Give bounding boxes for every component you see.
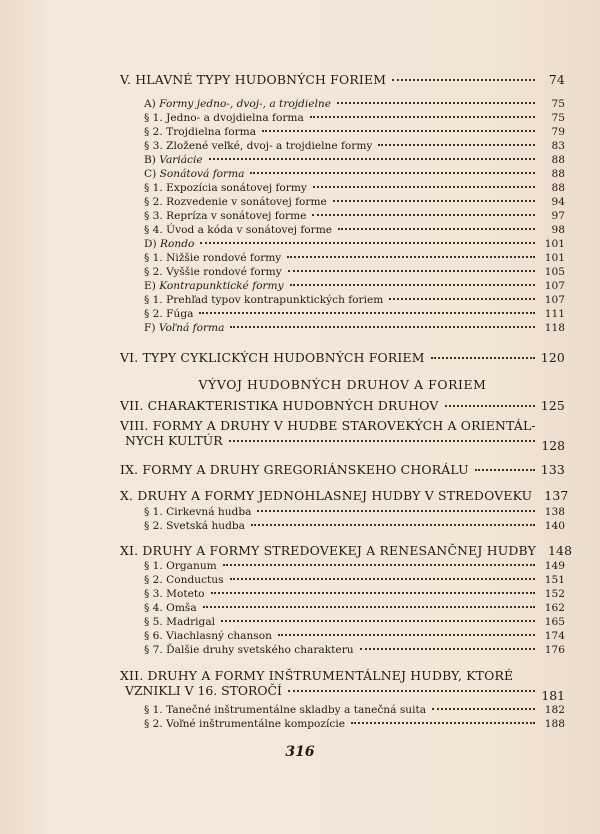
dot-leader <box>221 620 535 622</box>
toc-entry-number: C) <box>144 168 157 180</box>
toc-page-number: 107 <box>544 294 565 306</box>
section-heading <box>120 377 565 392</box>
toc-entry <box>144 238 565 250</box>
dot-leader <box>313 186 535 188</box>
toc-page-number: 107 <box>544 280 565 292</box>
toc-entry-number: D) <box>144 238 157 250</box>
toc-page-number: 128 <box>541 438 565 453</box>
dot-leader <box>278 634 535 636</box>
toc-entry-title: Expozícia sonátovej formy <box>166 182 307 194</box>
toc-entry <box>144 126 565 138</box>
toc-entry-chapter-xii <box>120 668 565 683</box>
toc-entry <box>144 506 565 518</box>
toc-entry-number: § 5. <box>144 616 163 628</box>
toc-page-number: 88 <box>551 154 565 166</box>
dot-leader <box>200 242 535 244</box>
toc-entry-title: VZNIKLI V 16. STOROČÍ <box>125 683 282 698</box>
dot-leader <box>475 469 535 471</box>
toc-entry-number: § 2. <box>144 126 163 138</box>
toc-entry-title: Rozvedenie v sonátovej forme <box>166 196 327 208</box>
toc-entry-number: § 3. <box>144 140 163 152</box>
toc-entry-chapter-x <box>120 488 569 503</box>
toc-entry <box>144 210 565 222</box>
dot-leader <box>360 648 535 650</box>
toc-page-number: 151 <box>544 574 565 586</box>
toc-entry <box>144 616 565 628</box>
toc-entry-number: § 7. <box>144 644 163 656</box>
toc-page-number: 176 <box>544 644 565 656</box>
toc-page-number: 74 <box>548 72 565 87</box>
toc-entry-number: § 1. <box>144 560 163 572</box>
dot-leader <box>290 284 535 286</box>
dot-leader <box>288 270 535 272</box>
dot-leader <box>287 256 535 258</box>
toc-page-number: 75 <box>551 98 565 110</box>
toc-page-number: 162 <box>544 602 565 614</box>
dot-leader <box>351 722 535 724</box>
toc-page-number: 101 <box>544 238 565 250</box>
toc-entry-number: F) <box>144 322 156 334</box>
toc-entry <box>144 98 565 110</box>
toc-entry-title: VI. TYPY CYKLICKÝCH HUDOBNÝCH FORIEM <box>120 350 425 365</box>
toc-entry <box>144 704 565 716</box>
toc-entry-title: Madrigal <box>166 616 216 628</box>
toc-entry-number: B) <box>144 154 156 166</box>
dot-leader <box>333 200 535 202</box>
toc-entry-title: V. HLAVNÉ TYPY HUDOBNÝCH FORIEM <box>120 72 387 87</box>
dot-leader <box>223 564 535 566</box>
dot-leader <box>338 228 535 230</box>
toc-entry <box>144 602 565 614</box>
toc-entry <box>144 112 565 124</box>
toc-entry-number: § 4. <box>144 224 163 236</box>
toc-entry-title: Ďalšie druhy svetského charakteru <box>166 644 354 656</box>
toc-page-number: 97 <box>551 210 565 222</box>
dot-leader <box>288 690 535 692</box>
toc-entry <box>144 630 565 642</box>
toc-entry-title: Trojdielna forma <box>166 126 257 138</box>
toc-entry-title: Jedno- a dvojdielna forma <box>166 112 304 124</box>
toc-entry-title: Nižšie rondové formy <box>166 252 282 264</box>
section-heading-text: VÝVOJ HUDOBNÝCH DRUHOV A FORIEM <box>198 377 487 392</box>
toc-entry-title: Formy jedno-, dvoj-, a trojdielne <box>159 98 331 110</box>
dot-leader <box>209 158 535 160</box>
toc-entry-number: § 1. <box>144 252 163 264</box>
toc-entry-chapter-viii <box>120 418 565 433</box>
dot-leader <box>389 298 535 300</box>
toc-entry-title: Rondo <box>160 238 195 250</box>
toc-entry-number: § 1. <box>144 294 163 306</box>
toc-entry <box>144 224 565 236</box>
toc-entry-chapter-vii <box>120 398 565 413</box>
dot-leader <box>392 79 535 81</box>
toc-entry-title: Fúga <box>166 308 194 320</box>
toc-page-number: 181 <box>541 688 565 703</box>
dot-leader <box>251 524 535 526</box>
toc-entry <box>144 322 565 334</box>
toc-entry <box>144 560 565 572</box>
toc-entry-title: XI. DRUHY A FORMY STREDOVEKEJ A RENESANČNEJ HUDBY <box>120 543 536 558</box>
toc-page-number: 118 <box>544 322 565 334</box>
toc-entry <box>144 718 565 730</box>
toc-entry-title: Moteto <box>166 588 205 600</box>
toc-entry-number: § 2. <box>144 308 163 320</box>
toc-page-number: 83 <box>551 140 565 152</box>
toc-entry-title: Prehľad typov kontrapunktických foriem <box>166 294 384 306</box>
toc-entry-title: IX. FORMY A DRUHY GREGORIÁNSKEHO CHORÁLU <box>120 462 469 477</box>
toc-entry-title: Conductus <box>166 574 224 586</box>
toc-page-number: 111 <box>544 308 565 320</box>
toc-entry-title: Kontrapunktické formy <box>159 280 284 292</box>
toc-entry-number: § 2. <box>144 520 163 532</box>
toc-entry-title: Zložené veľké, dvoj- a trojdielne formy <box>166 140 373 152</box>
toc-entry-title: X. DRUHY A FORMY JEDNOHLASNEJ HUDBY V STREDOVEKU <box>120 488 533 503</box>
dot-leader <box>445 405 535 407</box>
dot-leader <box>262 130 535 132</box>
toc-entry <box>144 182 565 194</box>
toc-entry-title: Tanečné inštrumentálne skladby a tanečná suita <box>166 704 427 716</box>
dot-leader <box>229 440 535 442</box>
dot-leader <box>337 102 535 104</box>
toc-entry-number: § 2. <box>144 266 163 278</box>
toc-entry-title: NYCH KULTÚR <box>125 433 223 448</box>
toc-page-number: 137 <box>544 488 569 503</box>
toc-page-number: 138 <box>544 506 565 518</box>
toc-entry-number: § 3. <box>144 588 163 600</box>
toc-entry-number: § 3. <box>144 210 163 222</box>
toc-entry-number: E) <box>144 280 156 292</box>
dot-leader <box>199 312 535 314</box>
toc-page-number: 148 <box>547 543 573 558</box>
dot-leader <box>310 116 535 118</box>
toc-entry-title: VIII. FORMY A DRUHY V HUDBE STAROVEKÝCH A ORIENTÁL- <box>120 418 536 433</box>
dot-leader <box>312 214 535 216</box>
toc-entry-title: Repríza v sonátovej forme <box>166 210 307 222</box>
toc-entry-number: § 6. <box>144 630 163 642</box>
toc-page-number: 98 <box>551 224 565 236</box>
toc-page-number: 182 <box>544 704 565 716</box>
toc-entry-title: Variácie <box>159 154 203 166</box>
toc-entry-number: § 2. <box>144 196 163 208</box>
toc-entry-title: Omša <box>166 602 197 614</box>
dot-leader <box>378 144 535 146</box>
toc-page-number: 105 <box>544 266 565 278</box>
toc-page-number: 88 <box>551 168 565 180</box>
toc-entry <box>144 168 565 180</box>
toc-entry-continuation <box>125 683 565 703</box>
toc-entry-title: Organum <box>166 560 217 572</box>
toc-entry <box>144 644 565 656</box>
toc-entry-title: Úvod a kóda v sonátovej forme <box>166 224 333 236</box>
toc-entry-continuation <box>125 433 565 453</box>
dot-leader <box>230 578 535 580</box>
toc-page-number: 133 <box>540 462 565 477</box>
toc-page-number: 125 <box>540 398 565 413</box>
toc-page-number: 120 <box>540 350 565 365</box>
toc-entry-number: § 2. <box>144 574 163 586</box>
dot-leader <box>250 172 535 174</box>
toc-page-number: 149 <box>544 560 565 572</box>
toc-entry-number: § 1. <box>144 506 163 518</box>
toc-page-number: 188 <box>544 718 565 730</box>
toc-page-number: 75 <box>551 112 565 124</box>
toc-entry-number: § 1. <box>144 112 163 124</box>
toc-entry-chapter-ix <box>120 462 565 477</box>
toc-entry-title: Vyššie rondové formy <box>166 266 282 278</box>
toc-entry <box>144 308 565 320</box>
toc-entry <box>144 520 565 532</box>
toc-page-number: 101 <box>544 252 565 264</box>
toc-entry <box>144 266 565 278</box>
toc-page-number: 79 <box>551 126 565 138</box>
toc-page-number: 94 <box>551 196 565 208</box>
dot-leader <box>431 357 535 359</box>
dot-leader <box>432 708 535 710</box>
toc-entry-title: Viachlasný chanson <box>166 630 272 642</box>
toc-entry-chapter-vi <box>120 350 565 365</box>
toc-page-number: 140 <box>544 520 565 532</box>
toc-entry-title: XII. DRUHY A FORMY INŠTRUMENTÁLNEJ HUDBY, KTORÉ <box>120 668 514 683</box>
toc-entry <box>144 140 565 152</box>
toc-entry-title: VII. CHARAKTERISTIKA HUDOBNÝCH DRUHOV <box>120 398 439 413</box>
toc-page-number: 165 <box>544 616 565 628</box>
dot-leader <box>230 326 535 328</box>
toc-entry <box>144 154 565 166</box>
toc-entry-title: Svetská hudba <box>166 520 245 532</box>
toc-entry <box>144 196 565 208</box>
toc-entry-number: A) <box>144 98 156 110</box>
dot-leader <box>203 606 535 608</box>
toc-entry <box>144 280 565 292</box>
toc-entry-number: § 4. <box>144 602 163 614</box>
dot-leader <box>257 510 535 512</box>
toc-entry-chapter-xi <box>120 543 573 558</box>
page-number-footer: 316 <box>285 744 315 760</box>
toc-entry-number: § 1. <box>144 704 163 716</box>
toc-entry <box>144 574 565 586</box>
toc-entry-title: Sonátová forma <box>159 168 245 180</box>
toc-entry <box>144 588 565 600</box>
toc-page-number: 174 <box>544 630 565 642</box>
toc-entry <box>144 252 565 264</box>
dot-leader <box>211 592 535 594</box>
toc-page-number: 152 <box>544 588 565 600</box>
toc-entry-title: Voľná forma <box>158 322 225 334</box>
toc-entry-number: § 1. <box>144 182 163 194</box>
toc-entry-chapter-v <box>120 72 565 87</box>
toc-entry-title: Voľné inštrumentálne kompozície <box>166 718 345 730</box>
toc-page-number: 88 <box>551 182 565 194</box>
toc-entry-number: § 2. <box>144 718 163 730</box>
toc-entry-title: Cirkevná hudba <box>166 506 252 518</box>
toc-entry <box>144 294 565 306</box>
